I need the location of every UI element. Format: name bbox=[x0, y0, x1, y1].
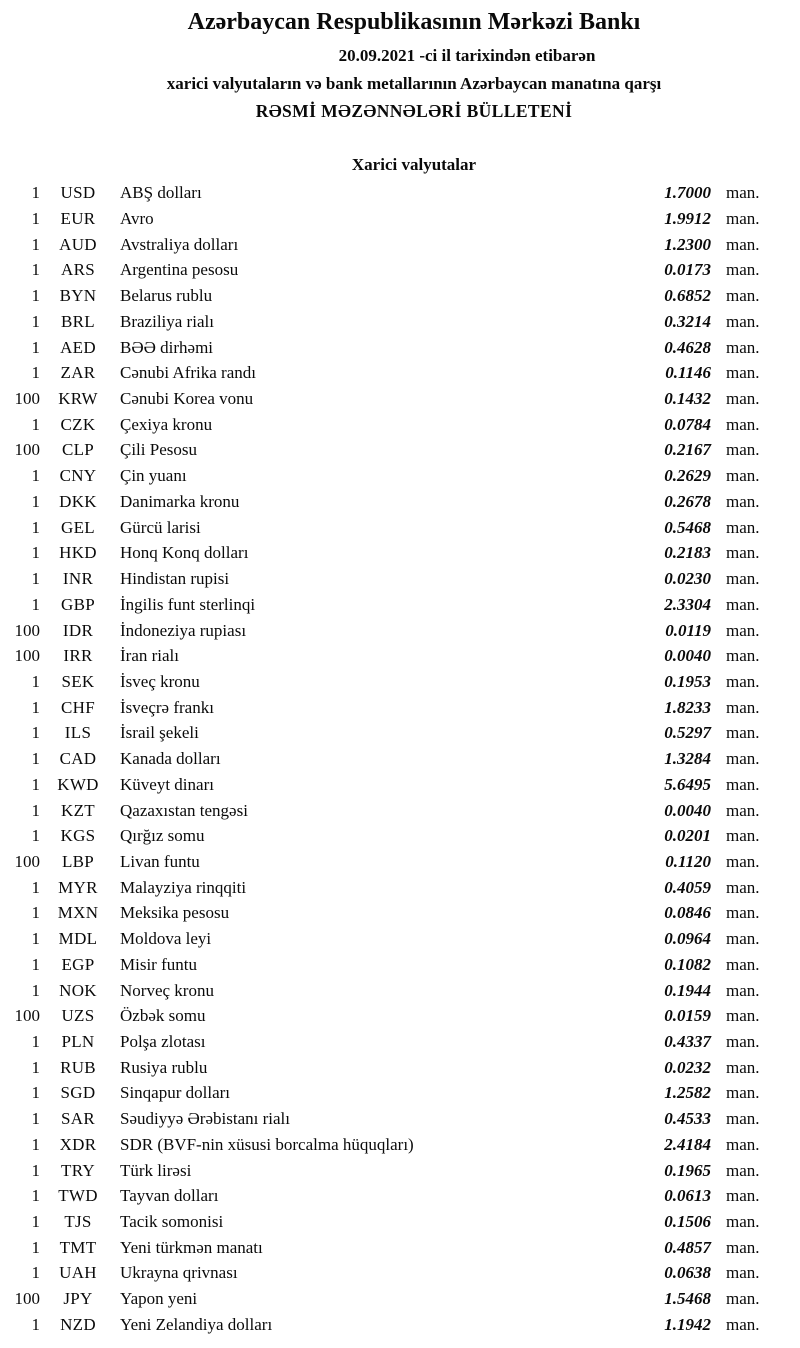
unit-label: man. bbox=[726, 749, 760, 769]
currency-name: Ukrayna qrivnası bbox=[120, 1263, 238, 1283]
rate-row bbox=[0, 929, 800, 955]
currency-code: TJS bbox=[64, 1212, 92, 1232]
rate-row bbox=[0, 826, 800, 852]
exchange-rate: 0.1506 bbox=[664, 1212, 711, 1232]
quantity: 100 bbox=[14, 389, 40, 409]
rate-row bbox=[0, 260, 800, 286]
quantity: 1 bbox=[31, 491, 40, 511]
quantity: 1 bbox=[31, 337, 40, 357]
currency-code: SGD bbox=[60, 1083, 96, 1103]
exchange-rate: 0.6852 bbox=[664, 286, 711, 306]
quantity: 1 bbox=[31, 311, 40, 331]
currency-name: İsveç kronu bbox=[120, 671, 200, 691]
currency-code: AED bbox=[60, 337, 96, 357]
exchange-rate: 0.1432 bbox=[664, 389, 711, 409]
currency-code: CZK bbox=[60, 414, 96, 434]
currency-name: Avro bbox=[120, 209, 154, 229]
currency-name: Qazaxıstan tengəsi bbox=[120, 800, 248, 820]
currency-name: Tacik somonisi bbox=[120, 1212, 224, 1232]
exchange-rate: 0.0040 bbox=[664, 800, 711, 820]
unit-label: man. bbox=[726, 1032, 760, 1052]
quantity: 100 bbox=[14, 646, 40, 666]
unit-label: man. bbox=[726, 1186, 760, 1206]
exchange-rate: 1.8233 bbox=[664, 697, 711, 717]
currency-code: ZAR bbox=[60, 363, 96, 383]
currency-name: Cənubi Korea vonu bbox=[120, 389, 254, 409]
rate-row bbox=[0, 1109, 800, 1135]
currency-name: Türk lirəsi bbox=[120, 1160, 192, 1180]
quantity: 1 bbox=[31, 980, 40, 1000]
unit-label: man. bbox=[726, 1314, 760, 1334]
currency-code: KZT bbox=[61, 800, 95, 820]
rate-row bbox=[0, 801, 800, 827]
exchange-rate: 0.1944 bbox=[664, 980, 711, 1000]
currency-code: PLN bbox=[61, 1032, 95, 1052]
currency-code: SEK bbox=[61, 671, 95, 691]
currency-code: CLP bbox=[61, 440, 95, 460]
rate-row bbox=[0, 1135, 800, 1161]
currency-code: HKD bbox=[59, 543, 97, 563]
currency-code: EUR bbox=[60, 209, 96, 229]
unit-label: man. bbox=[726, 800, 760, 820]
quantity: 1 bbox=[31, 1134, 40, 1154]
exchange-rate: 0.3214 bbox=[664, 311, 711, 331]
rate-row bbox=[0, 698, 800, 724]
exchange-rate: 1.1942 bbox=[664, 1314, 711, 1334]
currency-name: ABŞ dolları bbox=[120, 183, 202, 203]
rate-row bbox=[0, 1289, 800, 1315]
unit-label: man. bbox=[726, 1109, 760, 1129]
exchange-rate: 0.1082 bbox=[664, 954, 711, 974]
currency-code: KWD bbox=[57, 774, 99, 794]
currency-code: SAR bbox=[61, 1109, 95, 1129]
quantity: 1 bbox=[31, 749, 40, 769]
currency-name: İsrail şekeli bbox=[120, 723, 199, 743]
exchange-rate: 0.0784 bbox=[664, 414, 711, 434]
currency-code: UZS bbox=[61, 1006, 95, 1026]
currency-code: ARS bbox=[61, 260, 95, 280]
rate-row bbox=[0, 363, 800, 389]
exchange-rate: 0.4059 bbox=[664, 877, 711, 897]
quantity: 100 bbox=[14, 851, 40, 871]
quantity: 1 bbox=[31, 954, 40, 974]
quantity: 1 bbox=[31, 260, 40, 280]
quantity: 1 bbox=[31, 594, 40, 614]
currency-code: DKK bbox=[59, 491, 97, 511]
exchange-rate: 0.5468 bbox=[664, 517, 711, 537]
unit-label: man. bbox=[726, 1160, 760, 1180]
unit-label: man. bbox=[726, 1083, 760, 1103]
unit-label: man. bbox=[726, 826, 760, 846]
rate-row bbox=[0, 1161, 800, 1187]
currency-name: Çin yuanı bbox=[120, 466, 187, 486]
unit-label: man. bbox=[726, 1057, 760, 1077]
currency-name: Çili Pesosu bbox=[120, 440, 197, 460]
rate-row bbox=[0, 235, 800, 261]
quantity: 1 bbox=[31, 826, 40, 846]
currency-code: IDR bbox=[62, 620, 94, 640]
currency-name: Səudiyyə Ərəbistanı rialı bbox=[120, 1109, 290, 1129]
exchange-rate: 0.2678 bbox=[664, 491, 711, 511]
currency-code: UAH bbox=[59, 1263, 97, 1283]
rate-row bbox=[0, 1212, 800, 1238]
currency-name: İsveçrə frankı bbox=[120, 697, 214, 717]
exchange-rate: 0.4857 bbox=[664, 1237, 711, 1257]
section-heading-foreign-currencies: Xarici valyutalar bbox=[351, 155, 477, 175]
rate-row bbox=[0, 389, 800, 415]
rate-row bbox=[0, 903, 800, 929]
rate-row bbox=[0, 183, 800, 209]
exchange-rate: 0.0964 bbox=[664, 929, 711, 949]
currency-name: Polşa zlotası bbox=[120, 1032, 206, 1052]
exchange-rate: 1.2300 bbox=[664, 234, 711, 254]
exchange-rate: 0.1120 bbox=[665, 851, 711, 871]
currency-name: Moldova leyi bbox=[120, 929, 212, 949]
rate-row bbox=[0, 981, 800, 1007]
unit-label: man. bbox=[726, 980, 760, 1000]
currency-name: Gürcü larisi bbox=[120, 517, 201, 537]
currency-code: XDR bbox=[59, 1134, 97, 1154]
currency-name: İngilis funt sterlinqi bbox=[120, 594, 256, 614]
unit-label: man. bbox=[726, 723, 760, 743]
currency-name: Danimarka kronu bbox=[120, 491, 240, 511]
currency-code: JPY bbox=[63, 1289, 93, 1309]
currency-code: NOK bbox=[59, 980, 97, 1000]
currency-code: INR bbox=[62, 569, 94, 589]
unit-label: man. bbox=[726, 1237, 760, 1257]
currency-code: MDL bbox=[58, 929, 98, 949]
currency-code: BRL bbox=[61, 311, 95, 331]
unit-label: man. bbox=[726, 311, 760, 331]
document-header bbox=[14, 0, 800, 123]
quantity: 100 bbox=[14, 1289, 40, 1309]
exchange-rate: 0.0230 bbox=[664, 569, 711, 589]
currency-name: İndoneziya rupiası bbox=[120, 620, 247, 640]
unit-label: man. bbox=[726, 543, 760, 563]
currency-code: CAD bbox=[59, 749, 97, 769]
quantity: 1 bbox=[31, 1186, 40, 1206]
bulletin-title: RƏSMİ MƏZƏNNƏLƏRİ BÜLLETENİ bbox=[255, 100, 573, 121]
rate-row bbox=[0, 569, 800, 595]
document-subtitle: xarici valyutaların və bank metallarının Azərbaycan manatına qarşı bbox=[166, 73, 662, 93]
rate-row bbox=[0, 1032, 800, 1058]
exchange-rate: 0.0173 bbox=[664, 260, 711, 280]
currency-name: Yeni türkmən manatı bbox=[120, 1237, 263, 1257]
currency-code: RUB bbox=[60, 1057, 96, 1077]
exchange-rate: 0.0232 bbox=[664, 1057, 711, 1077]
currency-name: Sinqapur dolları bbox=[120, 1083, 231, 1103]
quantity: 100 bbox=[14, 440, 40, 460]
exchange-rate: 0.0846 bbox=[664, 903, 711, 923]
currency-name: İran rialı bbox=[120, 646, 179, 666]
exchange-rate: 0.1965 bbox=[664, 1160, 711, 1180]
rate-row bbox=[0, 955, 800, 981]
currency-name: BƏƏ dirhəmi bbox=[120, 337, 214, 357]
unit-label: man. bbox=[726, 1212, 760, 1232]
quantity: 100 bbox=[14, 1006, 40, 1026]
unit-label: man. bbox=[726, 440, 760, 460]
exchange-rate: 1.7000 bbox=[664, 183, 711, 203]
quantity: 1 bbox=[31, 569, 40, 589]
currency-name: Norveç kronu bbox=[120, 980, 214, 1000]
exchange-rate: 1.2582 bbox=[664, 1083, 711, 1103]
currency-code: AUD bbox=[59, 234, 97, 254]
rate-row bbox=[0, 286, 800, 312]
rates-table bbox=[0, 183, 800, 1340]
exchange-rate: 0.2629 bbox=[664, 466, 711, 486]
currency-name: Malayziya rinqqiti bbox=[120, 877, 247, 897]
rate-row bbox=[0, 1315, 800, 1341]
currency-code: USD bbox=[60, 183, 96, 203]
quantity: 1 bbox=[31, 183, 40, 203]
currency-name: Özbək somu bbox=[120, 1006, 206, 1026]
quantity: 1 bbox=[31, 1237, 40, 1257]
currency-name: Çexiya kronu bbox=[120, 414, 213, 434]
currency-code: TRY bbox=[61, 1160, 95, 1180]
currency-name: Livan funtu bbox=[120, 851, 200, 871]
rate-row bbox=[0, 338, 800, 364]
currency-code: KRW bbox=[58, 389, 98, 409]
rate-row bbox=[0, 440, 800, 466]
unit-label: man. bbox=[726, 671, 760, 691]
quantity: 1 bbox=[31, 466, 40, 486]
currency-name: Qırğız somu bbox=[120, 826, 205, 846]
rate-row bbox=[0, 518, 800, 544]
rate-row bbox=[0, 621, 800, 647]
quantity: 1 bbox=[31, 903, 40, 923]
quantity: 100 bbox=[14, 620, 40, 640]
quantity: 1 bbox=[31, 414, 40, 434]
unit-label: man. bbox=[726, 954, 760, 974]
exchange-rate: 0.2183 bbox=[664, 543, 711, 563]
unit-label: man. bbox=[726, 851, 760, 871]
currency-code: LBP bbox=[61, 851, 95, 871]
unit-label: man. bbox=[726, 774, 760, 794]
unit-label: man. bbox=[726, 1134, 760, 1154]
rate-row bbox=[0, 466, 800, 492]
rate-row bbox=[0, 1058, 800, 1084]
exchange-rate: 0.1953 bbox=[664, 671, 711, 691]
currency-name: Rusiya rublu bbox=[120, 1057, 208, 1077]
currency-name: Braziliya rialı bbox=[120, 311, 214, 331]
currency-name: Avstraliya dolları bbox=[120, 234, 239, 254]
rate-row bbox=[0, 209, 800, 235]
quantity: 1 bbox=[31, 209, 40, 229]
quantity: 1 bbox=[31, 1314, 40, 1334]
currency-code: TMT bbox=[59, 1237, 97, 1257]
exchange-rate: 0.0040 bbox=[664, 646, 711, 666]
unit-label: man. bbox=[726, 363, 760, 383]
quantity: 1 bbox=[31, 671, 40, 691]
currency-name: Argentina pesosu bbox=[120, 260, 239, 280]
exchange-rate: 2.4184 bbox=[664, 1134, 711, 1154]
quantity: 1 bbox=[31, 1160, 40, 1180]
exchange-rate: 0.0159 bbox=[664, 1006, 711, 1026]
unit-label: man. bbox=[726, 389, 760, 409]
quantity: 1 bbox=[31, 363, 40, 383]
rate-row bbox=[0, 312, 800, 338]
rate-row bbox=[0, 878, 800, 904]
quantity: 1 bbox=[31, 1032, 40, 1052]
currency-name: Tayvan dolları bbox=[120, 1186, 219, 1206]
quantity: 1 bbox=[31, 1263, 40, 1283]
unit-label: man. bbox=[726, 414, 760, 434]
exchange-rate: 0.0613 bbox=[664, 1186, 711, 1206]
quantity: 1 bbox=[31, 877, 40, 897]
unit-label: man. bbox=[726, 1263, 760, 1283]
currency-code: CHF bbox=[61, 697, 95, 717]
currency-name: Belarus rublu bbox=[120, 286, 213, 306]
currency-code: CNY bbox=[59, 466, 97, 486]
exchange-rate: 0.1146 bbox=[665, 363, 711, 383]
currency-code: GBP bbox=[61, 594, 95, 614]
rate-row bbox=[0, 646, 800, 672]
unit-label: man. bbox=[726, 903, 760, 923]
exchange-rate: 0.5297 bbox=[664, 723, 711, 743]
exchange-rate: 0.4628 bbox=[664, 337, 711, 357]
rate-row bbox=[0, 672, 800, 698]
unit-label: man. bbox=[726, 929, 760, 949]
unit-label: man. bbox=[726, 466, 760, 486]
currency-code: GEL bbox=[61, 517, 95, 537]
currency-code: EGP bbox=[61, 954, 95, 974]
currency-code: NZD bbox=[60, 1314, 96, 1334]
currency-name: Hindistan rupisi bbox=[120, 569, 230, 589]
effective-date-line: 20.09.2021 -ci il tarixindən etibarən bbox=[338, 45, 596, 65]
exchange-rate: 0.0119 bbox=[665, 620, 711, 640]
unit-label: man. bbox=[726, 877, 760, 897]
rate-row bbox=[0, 543, 800, 569]
quantity: 1 bbox=[31, 723, 40, 743]
rate-row bbox=[0, 595, 800, 621]
quantity: 1 bbox=[31, 234, 40, 254]
exchange-rate: 0.4337 bbox=[664, 1032, 711, 1052]
quantity: 1 bbox=[31, 697, 40, 717]
rate-row bbox=[0, 723, 800, 749]
currency-name: Misir funtu bbox=[120, 954, 197, 974]
unit-label: man. bbox=[726, 234, 760, 254]
exchange-rate: 2.3304 bbox=[664, 594, 711, 614]
quantity: 1 bbox=[31, 543, 40, 563]
quantity: 1 bbox=[31, 774, 40, 794]
unit-label: man. bbox=[726, 1289, 760, 1309]
rate-row bbox=[0, 1083, 800, 1109]
currency-name: Meksika pesosu bbox=[120, 903, 230, 923]
rate-row bbox=[0, 1263, 800, 1289]
unit-label: man. bbox=[726, 569, 760, 589]
quantity: 1 bbox=[31, 1109, 40, 1129]
currency-name: Yeni Zelandiya dolları bbox=[120, 1314, 273, 1334]
rate-row bbox=[0, 775, 800, 801]
bank-title: Azərbaycan Respublikasının Mərkəzi Bankı bbox=[187, 9, 641, 35]
exchange-rate: 0.4533 bbox=[664, 1109, 711, 1129]
unit-label: man. bbox=[726, 1006, 760, 1026]
exchange-rate: 1.3284 bbox=[664, 749, 711, 769]
quantity: 1 bbox=[31, 286, 40, 306]
currency-name: Küveyt dinarı bbox=[120, 774, 214, 794]
currency-code: ILS bbox=[64, 723, 92, 743]
quantity: 1 bbox=[31, 800, 40, 820]
rate-row bbox=[0, 1238, 800, 1264]
currency-code: IRR bbox=[63, 646, 93, 666]
currency-name: SDR (BVF-nin xüsusi borcalma hüquqları) bbox=[120, 1134, 414, 1154]
unit-label: man. bbox=[726, 517, 760, 537]
rate-row bbox=[0, 415, 800, 441]
unit-label: man. bbox=[726, 183, 760, 203]
exchange-rate: 0.0201 bbox=[664, 826, 711, 846]
rate-row bbox=[0, 492, 800, 518]
rate-row bbox=[0, 1186, 800, 1212]
currency-name: Cənubi Afrika randı bbox=[120, 363, 256, 383]
currency-code: BYN bbox=[59, 286, 97, 306]
currency-name: Honq Konq dolları bbox=[120, 543, 249, 563]
unit-label: man. bbox=[726, 337, 760, 357]
rate-row bbox=[0, 1006, 800, 1032]
rate-row bbox=[0, 749, 800, 775]
quantity: 1 bbox=[31, 1212, 40, 1232]
unit-label: man. bbox=[726, 697, 760, 717]
quantity: 1 bbox=[31, 929, 40, 949]
unit-label: man. bbox=[726, 260, 760, 280]
exchange-rate: 1.5468 bbox=[664, 1289, 711, 1309]
quantity: 1 bbox=[31, 1083, 40, 1103]
unit-label: man. bbox=[726, 594, 760, 614]
currency-code: TWD bbox=[58, 1186, 98, 1206]
unit-label: man. bbox=[726, 209, 760, 229]
exchange-rate: 1.9912 bbox=[664, 209, 711, 229]
currency-name: Yapon yeni bbox=[120, 1289, 198, 1309]
currency-code: KGS bbox=[60, 826, 96, 846]
rate-row bbox=[0, 852, 800, 878]
exchange-rate: 0.2167 bbox=[664, 440, 711, 460]
currency-code: MYR bbox=[58, 877, 98, 897]
quantity: 1 bbox=[31, 517, 40, 537]
currency-code: MXN bbox=[57, 903, 99, 923]
unit-label: man. bbox=[726, 646, 760, 666]
exchange-rate: 5.6495 bbox=[664, 774, 711, 794]
unit-label: man. bbox=[726, 620, 760, 640]
currency-name: Kanada dolları bbox=[120, 749, 221, 769]
unit-label: man. bbox=[726, 286, 760, 306]
quantity: 1 bbox=[31, 1057, 40, 1077]
exchange-rate: 0.0638 bbox=[664, 1263, 711, 1283]
unit-label: man. bbox=[726, 491, 760, 511]
